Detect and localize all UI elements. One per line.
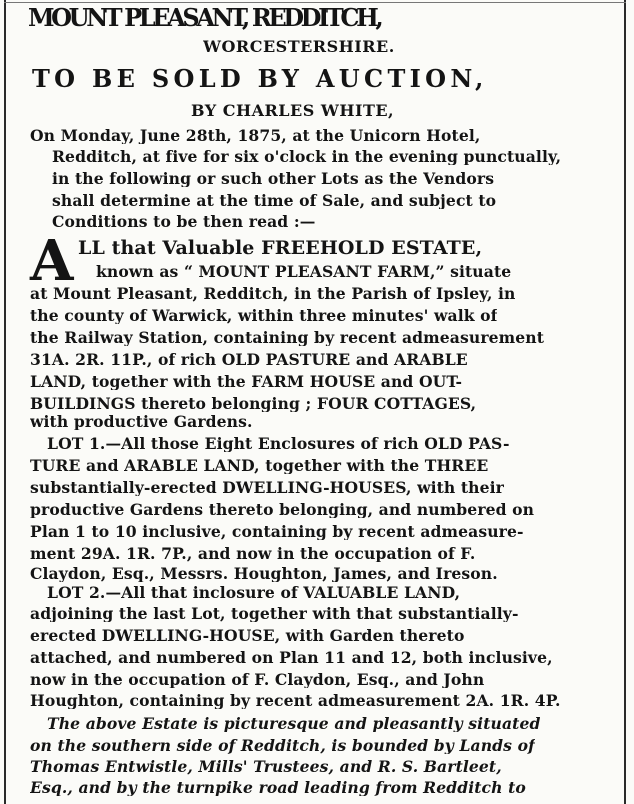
lot1-line: substantially-erected DWELLING-HOUSES, with their: [30, 480, 504, 496]
estate-line: LL that Valuable FREEHOLD ESTATE,: [78, 239, 483, 258]
headline-location: MOUNT PLEASANT, REDDITCH,: [28, 6, 381, 30]
headline-auction: TO BE SOLD BY AUCTION,: [32, 67, 488, 91]
estate-line: with productive Gardens.: [30, 414, 253, 430]
intro-line: Conditions to be then read :—: [52, 214, 316, 230]
estate-line: LAND, together with the FARM HOUSE and OUT-: [30, 374, 463, 390]
right-column-rule: [624, 0, 626, 804]
intro-line: On Monday, June 28th, 1875, at the Unicorn Hotel,: [30, 128, 481, 144]
lot1-line: Claydon, Esq., Messrs. Houghton, James, and Ireson.: [30, 566, 498, 582]
closing-line: Thomas Entwistle, Mills' Trustees, and R. S. Bartleet,: [30, 759, 502, 775]
lot2-line: LOT 2.—All that inclosure of VALUABLE LAND,: [47, 585, 461, 601]
lot1-line: ment 29A. 1R. 7P., and now in the occupation of F.: [30, 546, 476, 562]
intro-line: shall determine at the time of Sale, and subject to: [52, 193, 497, 209]
estate-line: known as “ MOUNT PLEASANT FARM,” situate: [96, 264, 512, 280]
closing-line: The above Estate is picturesque and pleasantly situated: [47, 716, 541, 732]
headline-auctioneer: BY CHARLES WHITE,: [191, 103, 395, 119]
estate-line: BUILDINGS thereto belonging ; FOUR COTTAGES,: [30, 396, 477, 412]
lot2-line: erected DWELLING-HOUSE, with Garden thereto: [30, 628, 465, 644]
drop-cap: A: [30, 228, 74, 294]
lot2-line: adjoining the last Lot, together with that substantially-: [30, 606, 519, 622]
closing-line: on the southern side of Redditch, is bounded by Lands of: [30, 738, 535, 754]
estate-line: the Railway Station, containing by recent admeasurement: [30, 330, 545, 346]
headline-county: WORCESTERSHIRE.: [203, 39, 395, 55]
lot2-line: attached, and numbered on Plan 11 and 12, both inclusive,: [30, 650, 553, 666]
top-rule: [4, 2, 626, 3]
intro-line: in the following or such other Lots as the Vendors: [52, 171, 495, 187]
lot1-line: TURE and ARABLE LAND, together with the THREE: [30, 458, 489, 474]
left-column-rule: [4, 0, 6, 804]
estate-line: 31A. 2R. 11P., of rich OLD PASTURE and ARABLE: [30, 352, 468, 368]
estate-line: the county of Warwick, within three minutes' walk of: [30, 308, 498, 324]
estate-line: at Mount Pleasant, Redditch, in the Parish of Ipsley, in: [30, 286, 516, 302]
intro-line: Redditch, at five for six o'clock in the evening punctually,: [52, 149, 562, 165]
lot1-line: Plan 1 to 10 inclusive, containing by recent admeasure-: [30, 524, 524, 540]
lot2-line: Houghton, containing by recent admeasurement 2A. 1R. 4P.: [30, 693, 561, 709]
closing-line: Esq., and by the turnpike road leading from Redditch to: [30, 780, 526, 796]
lot1-line: productive Gardens thereto belonging, and numbered on: [30, 502, 535, 518]
lot2-line: now in the occupation of F. Claydon, Esq., and John: [30, 672, 485, 688]
lot1-line: LOT 1.—All those Eight Enclosures of rich OLD PAS-: [47, 436, 510, 452]
